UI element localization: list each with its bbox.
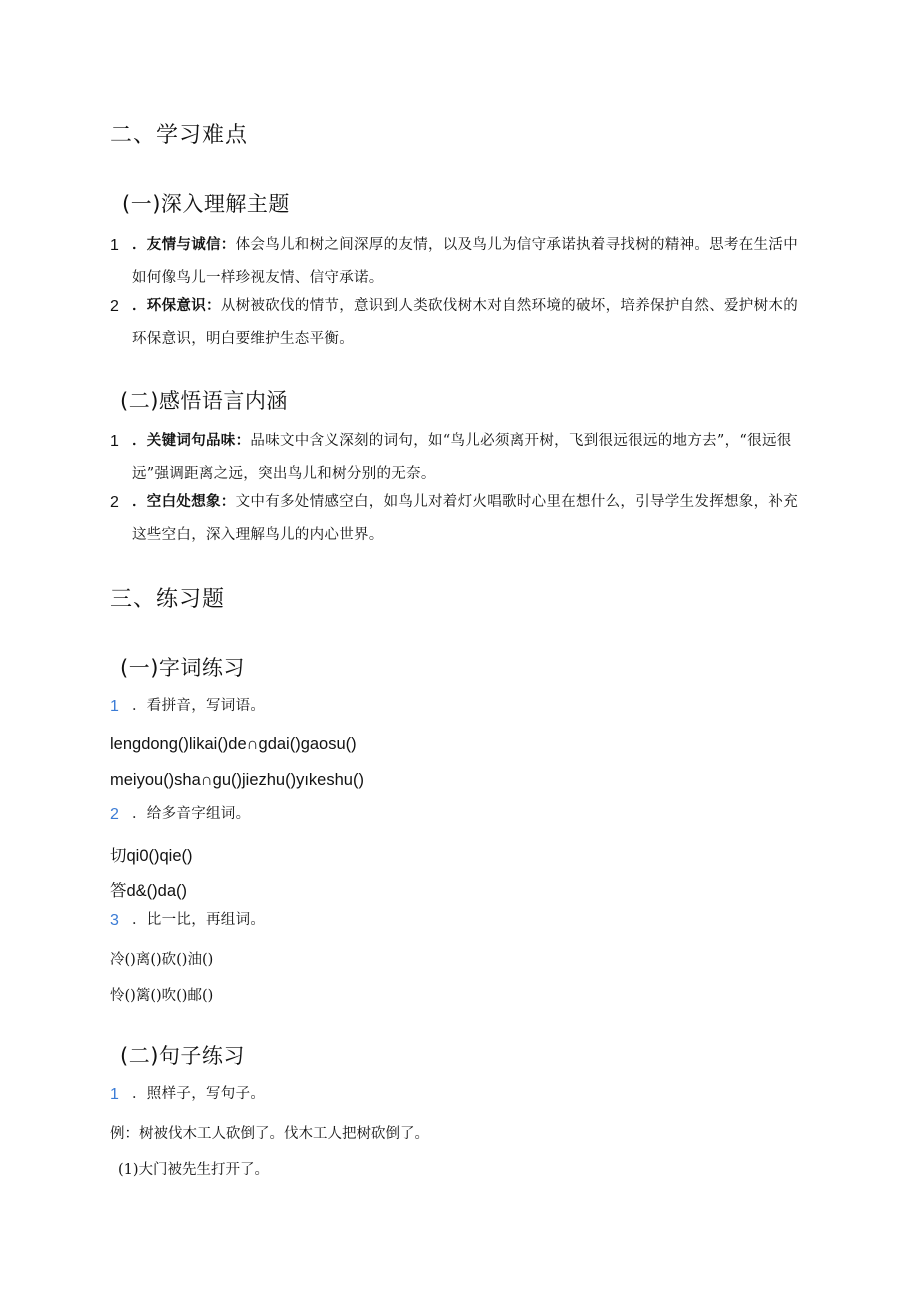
item-text: 品味文中含义深刻的词句，如“鸟儿必须离开树，飞到很远很远的地方去”，“很远很远”强调距离之远，突出鸟儿和树分别的无奈。: [132, 433, 792, 482]
pinyin-line: lengdong()likai()de∩gdai()gaosu(): [110, 735, 357, 753]
compare-line: 冷()离()砍()油(): [110, 952, 214, 968]
subsection-3-2-heading: (二)句子练习: [120, 1044, 245, 1068]
item-number: 2: [110, 494, 119, 511]
polyphone-line: 切qi0()qie(): [110, 847, 193, 865]
list-item: [110, 425, 810, 491]
question-item: [110, 798, 810, 831]
list-item: [110, 290, 810, 356]
polyphone-line: 答d&()da(): [110, 882, 188, 900]
example-sentence: 例：树被伐木工人砍倒了。伐木工人把树砍倒了。: [110, 1126, 429, 1142]
subsection-3-1-heading: (一)字词练习: [120, 656, 245, 680]
section-3-heading: 三、练习题: [110, 587, 226, 612]
item-label: ．空白处想象：: [132, 494, 236, 510]
item-text: 从树被砍伐的情节，意识到人类砍伐树木对自然环境的破坏，培养保护自然、爱护树木的环保意识，明白要维护生态平衡。: [132, 298, 799, 347]
question-number: 2: [110, 806, 119, 823]
item-number: 1: [110, 433, 119, 450]
question-text: ．给多音字组词。: [132, 806, 251, 822]
subsection-2-2-heading: (二)感悟语言内涵: [120, 389, 288, 413]
item-text: 文中有多处情感空白，如鸟儿对着灯火唱歌时心里在想什么，引导学生发挥想象，补充这些空白，深入理解鸟儿的内心世界。: [132, 494, 799, 543]
item-label: ．关键词句品味：: [132, 433, 251, 449]
item-label: ．环保意识：: [132, 298, 221, 314]
item-number: 2: [110, 298, 119, 315]
question-item: [110, 904, 810, 937]
item-text: 体会鸟儿和树之间深厚的友情，以及鸟儿为信守承诺执着寻找树的精神。思考在生活中如何像鸟儿一样珍视友情、信守承诺。: [132, 237, 799, 286]
item-number: 1: [110, 237, 119, 254]
question-text: ．看拼音，写词语。: [132, 698, 266, 714]
item-label: ．友情与诚信：: [132, 237, 236, 253]
question-number: 1: [110, 698, 119, 715]
sub-question: (1)大门被先生打开了。: [118, 1162, 270, 1178]
question-text: ．照样子，写句子。: [132, 1086, 266, 1102]
question-item: [110, 690, 810, 723]
question-number: 1: [110, 1086, 119, 1103]
question-number: 3: [110, 912, 119, 929]
question-item: [110, 1078, 810, 1111]
list-item: [110, 229, 810, 295]
question-text: ．比一比，再组词。: [132, 912, 266, 928]
section-2-heading: 二、学习难点: [110, 123, 249, 148]
pinyin-line: meiyou()sha∩gu()jiezhu()yıkeshu(): [110, 771, 364, 789]
subsection-2-1-heading: (一)深入理解主题: [122, 192, 290, 216]
list-item: [110, 486, 810, 552]
compare-line: 怜()篱()吹()邮(): [110, 988, 214, 1004]
